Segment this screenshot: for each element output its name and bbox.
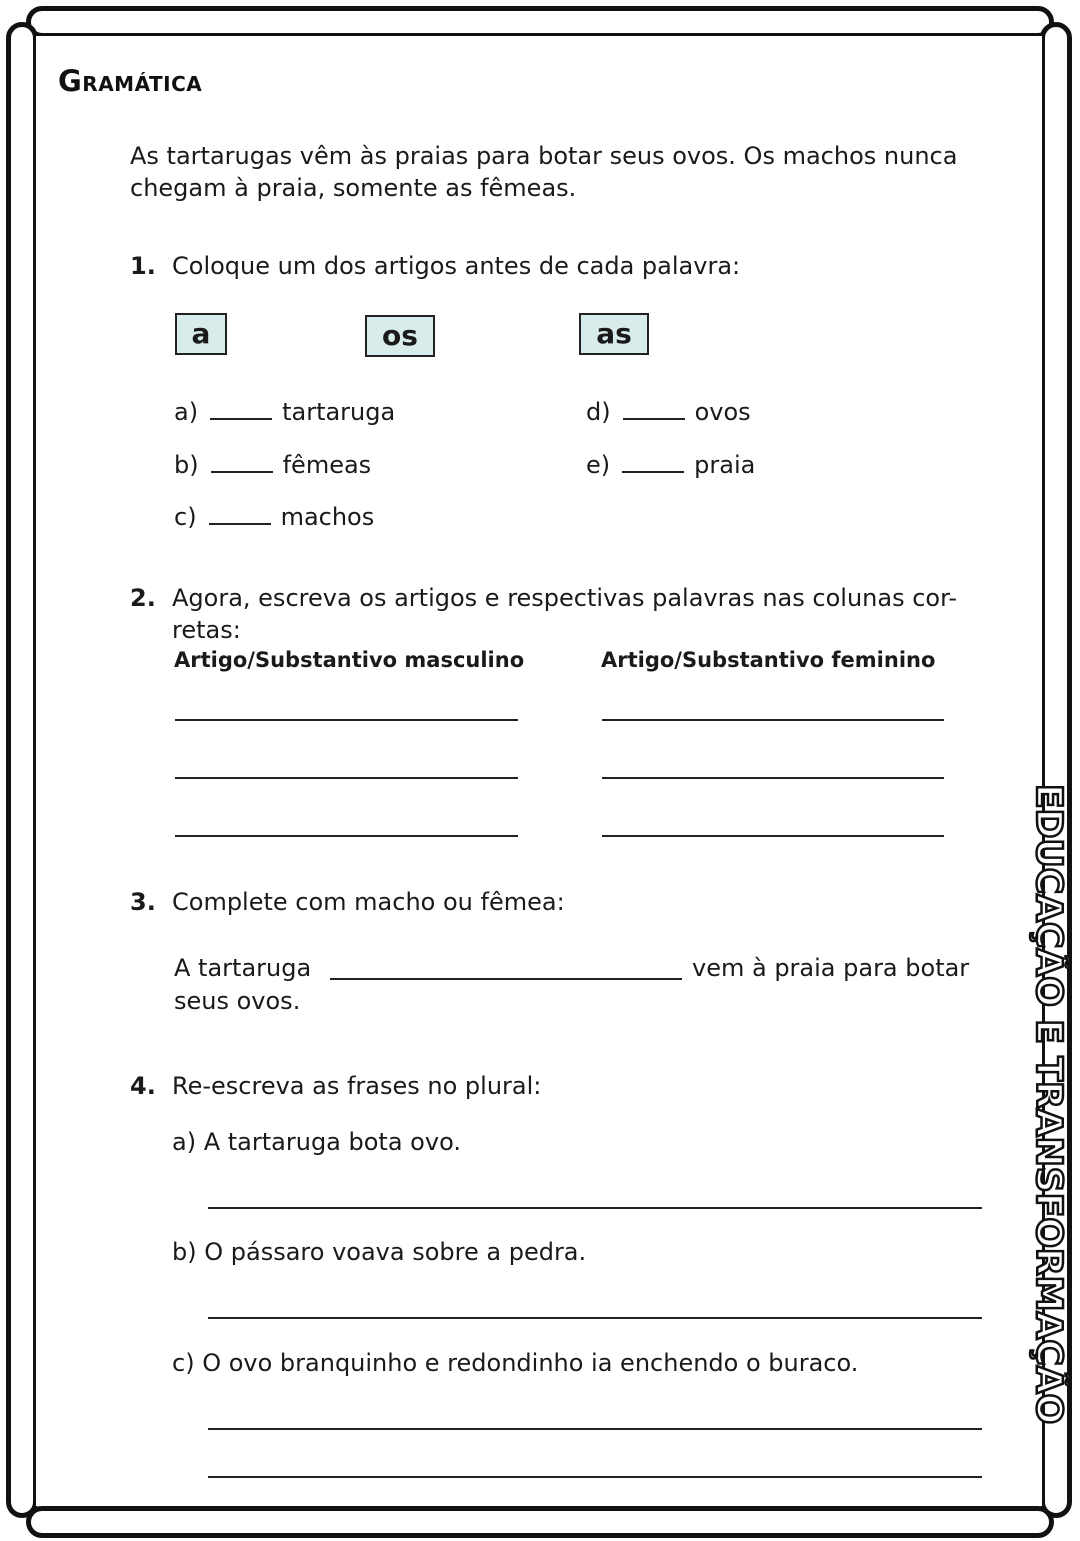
- article-box-as: as: [579, 313, 649, 355]
- q4-answer-line-c1[interactable]: [208, 1428, 982, 1430]
- q1-item-letter: a): [174, 398, 199, 426]
- article-box-a: a: [175, 313, 227, 355]
- page-title: Gramática: [58, 64, 203, 98]
- q4-item-letter: b): [172, 1238, 197, 1266]
- q2-number: 2.: [130, 584, 156, 612]
- q3-number: 3.: [130, 888, 156, 916]
- column-header-masculine: Artigo/Substantivo masculino: [174, 648, 525, 672]
- answer-blank[interactable]: [209, 503, 271, 525]
- answer-line-masc-3[interactable]: [175, 835, 518, 837]
- q1-item-c: [174, 501, 374, 533]
- frame-left: [6, 22, 38, 1518]
- q1-item-word: machos: [280, 503, 375, 531]
- answer-line-fem-2[interactable]: [602, 777, 944, 779]
- q1-item-b: [174, 449, 371, 481]
- q2-prompt: [130, 582, 957, 614]
- q1-item-letter: c): [174, 503, 197, 531]
- q1-item-word: fêmeas: [282, 451, 372, 479]
- article-box-os: os: [365, 315, 435, 357]
- q3-sentence-start: A tartaruga: [174, 954, 312, 982]
- q4-prompt: [130, 1070, 541, 1102]
- q4-text: Re-escreva as frases no plural:: [172, 1072, 542, 1100]
- q3-prompt: [130, 886, 565, 918]
- q1-item-a: [174, 396, 395, 428]
- answer-blank[interactable]: [623, 398, 685, 420]
- q4-item-text: A tartaruga bota ovo.: [203, 1128, 461, 1156]
- q4-number: 4.: [130, 1072, 156, 1100]
- q4-answer-line-a[interactable]: [208, 1207, 982, 1209]
- q4-answer-line-b[interactable]: [208, 1317, 982, 1319]
- q4-item-text: O pássaro voava sobre a pedra.: [204, 1238, 587, 1266]
- answer-line-masc-1[interactable]: [175, 719, 518, 721]
- q1-text: Coloque um dos artigos antes de cada palavra:: [172, 252, 741, 280]
- q1-item-d: [586, 396, 751, 428]
- intro-text: As tartarugas vêm às praias para botar seus ovos. Os machos nunca chegam à praia, somente as fêmeas.: [130, 142, 958, 202]
- q4-item-letter: a): [172, 1128, 197, 1156]
- q4-item-a: [172, 1126, 461, 1158]
- side-brand-label: EDUCAÇÃO E TRANSFORMAÇÃO: [1028, 784, 1069, 1425]
- answer-line-masc-2[interactable]: [175, 777, 518, 779]
- q3-sentence-line2: seus ovos.: [174, 987, 301, 1015]
- frame-top: [26, 6, 1054, 38]
- q2-text-line2: retas:: [172, 616, 241, 644]
- q1-item-e: [586, 449, 755, 481]
- q3-sentence-end: vem à praia para botar: [692, 954, 970, 982]
- frame-bottom: [26, 1506, 1054, 1538]
- answer-blank[interactable]: [210, 398, 272, 420]
- q4-item-c: [172, 1347, 858, 1379]
- q4-item-text: O ovo branquinho e redondinho ia enchendo o buraco.: [202, 1349, 859, 1377]
- q1-item-word: praia: [694, 451, 756, 479]
- answer-line-fem-3[interactable]: [602, 835, 944, 837]
- q4-answer-line-c2[interactable]: [208, 1476, 982, 1478]
- answer-blank[interactable]: [211, 451, 273, 473]
- q3-answer-line[interactable]: [330, 978, 682, 980]
- column-header-feminine: Artigo/Substantivo feminino: [601, 648, 936, 672]
- q1-item-letter: e): [586, 451, 611, 479]
- q1-item-word: ovos: [694, 398, 751, 426]
- q1-prompt: [130, 250, 740, 282]
- answer-line-fem-1[interactable]: [602, 719, 944, 721]
- q1-item-letter: b): [174, 451, 199, 479]
- q3-text: Complete com macho ou fêmea:: [172, 888, 565, 916]
- answer-blank[interactable]: [622, 451, 684, 473]
- q1-number: 1.: [130, 252, 156, 280]
- q4-item-b: [172, 1236, 586, 1268]
- q4-item-letter: c): [172, 1349, 195, 1377]
- q1-item-letter: d): [586, 398, 611, 426]
- q2-text-line1: Agora, escreva os artigos e respectivas palavras nas colunas cor-: [172, 584, 958, 612]
- q1-item-word: tartaruga: [282, 398, 396, 426]
